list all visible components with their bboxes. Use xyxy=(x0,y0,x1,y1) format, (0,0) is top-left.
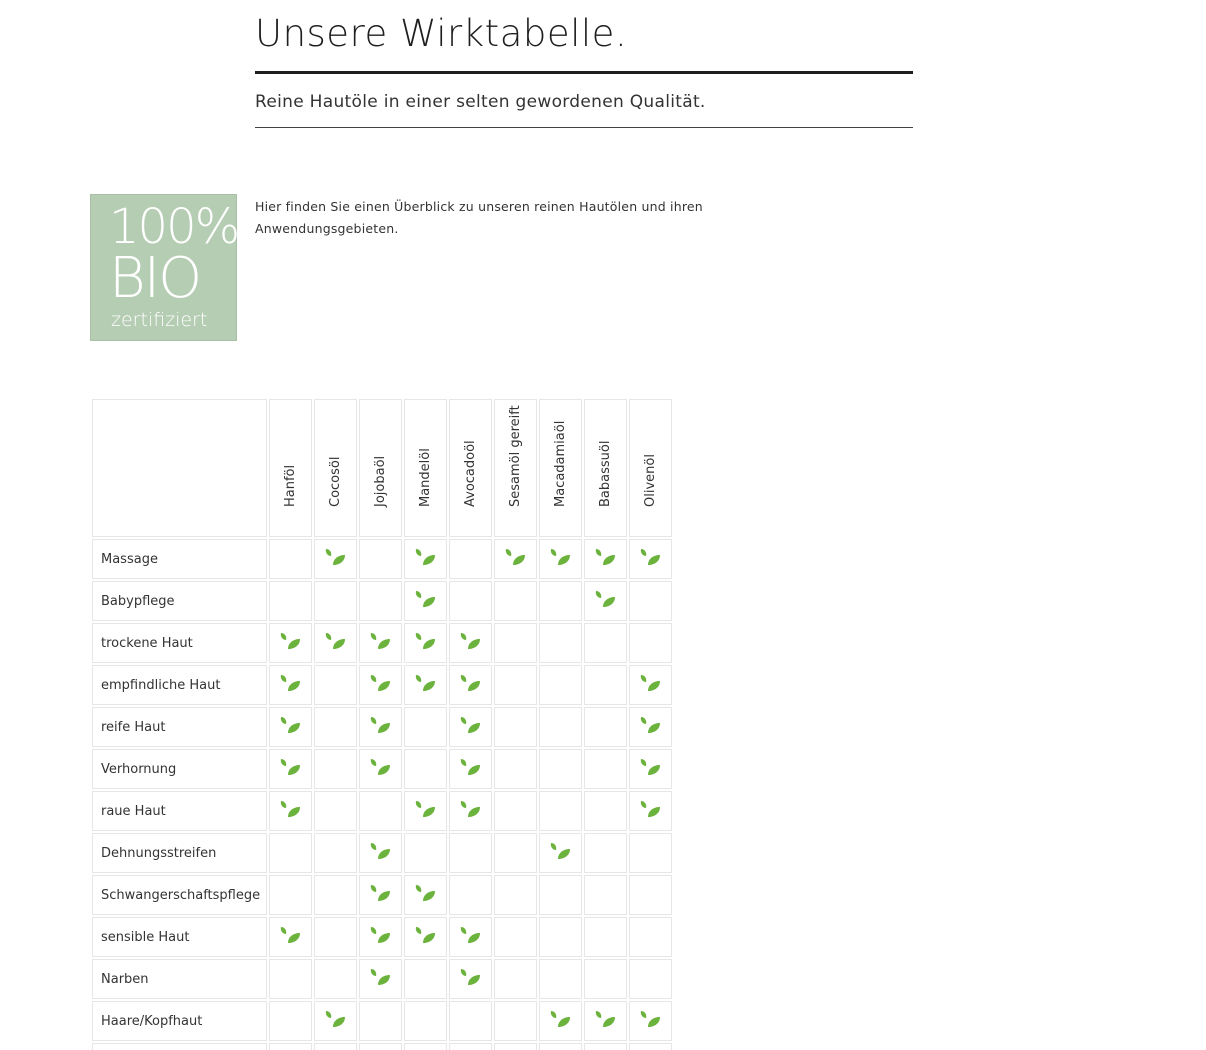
table-cell xyxy=(269,1001,312,1041)
row-label: Schwangerschaftspflege xyxy=(92,875,267,915)
leaf-check-icon xyxy=(638,1008,664,1030)
table-cell xyxy=(314,833,357,873)
table-cell xyxy=(359,833,402,873)
table-cell xyxy=(269,833,312,873)
leaf-check-icon xyxy=(593,588,619,610)
leaf-check-icon xyxy=(278,630,304,652)
row-label: Babypflege xyxy=(92,581,267,621)
table-cell xyxy=(404,833,447,873)
table-row xyxy=(92,833,672,873)
table-cell xyxy=(494,833,537,873)
leaf-check-icon xyxy=(638,756,664,778)
title-divider xyxy=(255,71,913,74)
table-cell xyxy=(449,959,492,999)
leaf-check-icon xyxy=(638,798,664,820)
table-cell xyxy=(404,707,447,747)
table-row xyxy=(92,707,672,747)
table-cell xyxy=(449,833,492,873)
table-cell xyxy=(494,665,537,705)
table-cell xyxy=(404,959,447,999)
table-row xyxy=(92,917,672,957)
table-cell xyxy=(449,1043,492,1050)
leaf-check-icon xyxy=(323,546,349,568)
table-cell xyxy=(539,707,582,747)
table-cell xyxy=(539,581,582,621)
table-cell xyxy=(314,539,357,579)
table-cell xyxy=(584,1043,627,1050)
table-cell xyxy=(584,1001,627,1041)
table-row xyxy=(92,539,672,579)
leaf-check-icon xyxy=(413,546,439,568)
leaf-check-icon xyxy=(278,798,304,820)
table-cell xyxy=(314,917,357,957)
table-cell xyxy=(449,623,492,663)
row-label: empfindliche Haut xyxy=(92,665,267,705)
table-cell xyxy=(269,875,312,915)
table-cell xyxy=(539,959,582,999)
page-title: Unsere Wirktabelle. xyxy=(255,12,628,55)
leaf-check-icon xyxy=(638,546,664,568)
table-cell xyxy=(629,539,672,579)
leaf-check-icon xyxy=(413,882,439,904)
leaf-check-icon xyxy=(278,756,304,778)
table-cell xyxy=(269,539,312,579)
table-cell xyxy=(584,875,627,915)
table-cell xyxy=(314,581,357,621)
oil-header-cell xyxy=(449,399,492,537)
table-cell xyxy=(269,791,312,831)
table-cell xyxy=(494,749,537,789)
table-cell xyxy=(449,791,492,831)
table-cell xyxy=(449,1001,492,1041)
table-cell xyxy=(314,623,357,663)
badge-certified-text: zertifiziert xyxy=(111,309,208,331)
table-cell xyxy=(449,707,492,747)
leaf-check-icon xyxy=(638,672,664,694)
table-cell xyxy=(404,665,447,705)
table-cell xyxy=(629,749,672,789)
table-cell xyxy=(494,581,537,621)
table-cell xyxy=(449,581,492,621)
leaf-check-icon xyxy=(458,630,484,652)
leaf-check-icon xyxy=(413,798,439,820)
table-header-row xyxy=(92,399,672,537)
table-cell xyxy=(359,791,402,831)
table-cell xyxy=(584,791,627,831)
table-cell xyxy=(314,875,357,915)
leaf-check-icon xyxy=(368,630,394,652)
table-cell xyxy=(584,707,627,747)
oil-header-label: Hanföl xyxy=(282,464,298,507)
bio-certified-badge xyxy=(90,194,237,341)
leaf-check-icon xyxy=(368,714,394,736)
oil-header-cell xyxy=(359,399,402,537)
row-label xyxy=(92,1043,267,1050)
table-row xyxy=(92,791,672,831)
leaf-check-icon xyxy=(458,966,484,988)
table-cell xyxy=(269,749,312,789)
table-cell xyxy=(269,959,312,999)
table-cell xyxy=(494,707,537,747)
oil-header-cell xyxy=(629,399,672,537)
table-cell xyxy=(539,665,582,705)
subtitle-divider xyxy=(255,127,913,128)
table-cell xyxy=(629,1001,672,1041)
leaf-check-icon xyxy=(413,630,439,652)
table-cell xyxy=(314,1001,357,1041)
table-row xyxy=(92,1043,672,1050)
leaf-check-icon xyxy=(458,672,484,694)
leaf-check-icon xyxy=(503,546,529,568)
oil-header-label: Jojobaöl xyxy=(372,455,388,507)
leaf-check-icon xyxy=(368,966,394,988)
oil-header-cell xyxy=(269,399,312,537)
table-cell xyxy=(404,581,447,621)
table-cell xyxy=(359,539,402,579)
row-label: Verhornung xyxy=(92,749,267,789)
table-cell xyxy=(539,1001,582,1041)
badge-bio-text: BIO xyxy=(109,246,201,311)
table-cell xyxy=(314,959,357,999)
leaf-check-icon xyxy=(278,924,304,946)
table-cell xyxy=(629,917,672,957)
table-cell xyxy=(404,1001,447,1041)
table-cell xyxy=(314,1043,357,1050)
leaf-check-icon xyxy=(593,1008,619,1030)
table-row xyxy=(92,875,672,915)
table-cell xyxy=(629,707,672,747)
table-body xyxy=(92,539,672,1050)
table-cell xyxy=(584,833,627,873)
table-row xyxy=(92,749,672,789)
table-cell xyxy=(494,917,537,957)
leaf-check-icon xyxy=(278,714,304,736)
row-label: Haare/Kopfhaut xyxy=(92,1001,267,1041)
leaf-check-icon xyxy=(458,714,484,736)
table-cell xyxy=(584,539,627,579)
oil-header-cell xyxy=(494,399,537,537)
oil-header-cell xyxy=(584,399,627,537)
table-cell xyxy=(629,623,672,663)
table-cell xyxy=(269,917,312,957)
table-cell xyxy=(314,665,357,705)
table-cell xyxy=(269,1043,312,1050)
row-label: reife Haut xyxy=(92,707,267,747)
leaf-check-icon xyxy=(413,672,439,694)
leaf-check-icon xyxy=(548,546,574,568)
table-cell xyxy=(404,917,447,957)
leaf-check-icon xyxy=(323,1008,349,1030)
table-row xyxy=(92,959,672,999)
table-cell xyxy=(539,791,582,831)
row-label: raue Haut xyxy=(92,791,267,831)
row-label: Narben xyxy=(92,959,267,999)
oil-header-cell xyxy=(539,399,582,537)
table-cell xyxy=(584,665,627,705)
leaf-check-icon xyxy=(458,756,484,778)
table-cell xyxy=(494,623,537,663)
table-cell xyxy=(629,665,672,705)
leaf-check-icon xyxy=(413,588,439,610)
oil-header-label: Avocadoöl xyxy=(462,440,478,507)
leaf-check-icon xyxy=(368,924,394,946)
table-cell xyxy=(539,917,582,957)
table-cell xyxy=(359,665,402,705)
table-cell xyxy=(629,791,672,831)
table-cell xyxy=(584,749,627,789)
table-cell xyxy=(404,875,447,915)
table-cell xyxy=(539,1043,582,1050)
table-cell xyxy=(359,959,402,999)
table-cell xyxy=(539,875,582,915)
row-label: Dehnungsstreifen xyxy=(92,833,267,873)
table-cell xyxy=(629,1043,672,1050)
table-cell xyxy=(584,581,627,621)
table-cell xyxy=(539,749,582,789)
oil-header-label: Babassuöl xyxy=(597,440,613,507)
leaf-check-icon xyxy=(638,714,664,736)
leaf-check-icon xyxy=(368,882,394,904)
table-cell xyxy=(359,581,402,621)
table-cell xyxy=(359,1043,402,1050)
table-cell xyxy=(314,791,357,831)
table-cell xyxy=(449,875,492,915)
table-cell xyxy=(269,623,312,663)
table-cell xyxy=(404,623,447,663)
table-cell xyxy=(314,707,357,747)
table-cell xyxy=(449,749,492,789)
intro-text: Hier finden Sie einen Überblick zu unseren reinen Hautölen und ihren Anwendungsgebieten. xyxy=(255,199,703,236)
table-cell xyxy=(539,623,582,663)
leaf-check-icon xyxy=(368,672,394,694)
table-cell xyxy=(269,581,312,621)
table-cell xyxy=(629,833,672,873)
table-cell xyxy=(494,1043,537,1050)
table-cell xyxy=(494,1001,537,1041)
table-cell xyxy=(494,791,537,831)
table-cell xyxy=(359,749,402,789)
leaf-check-icon xyxy=(593,546,619,568)
oil-header-cell xyxy=(314,399,357,537)
leaf-check-icon xyxy=(548,840,574,862)
leaf-check-icon xyxy=(368,756,394,778)
table-corner-cell xyxy=(92,399,267,537)
table-cell xyxy=(359,917,402,957)
oil-header-label: Mandelöl xyxy=(417,448,433,507)
page-subtitle: Reine Hautöle in einer selten gewordenen Qualität. xyxy=(255,92,706,112)
leaf-check-icon xyxy=(323,630,349,652)
leaf-check-icon xyxy=(458,924,484,946)
leaf-check-icon xyxy=(458,798,484,820)
table-cell xyxy=(314,749,357,789)
table-cell xyxy=(404,749,447,789)
oil-header-cell xyxy=(404,399,447,537)
table-cell xyxy=(449,665,492,705)
row-label: sensible Haut xyxy=(92,917,267,957)
table-cell xyxy=(449,917,492,957)
leaf-check-icon xyxy=(368,840,394,862)
table-row xyxy=(92,1001,672,1041)
table-cell xyxy=(359,1001,402,1041)
table-cell xyxy=(494,959,537,999)
row-label: trockene Haut xyxy=(92,623,267,663)
table-row xyxy=(92,665,672,705)
table-cell xyxy=(269,707,312,747)
leaf-check-icon xyxy=(278,672,304,694)
effect-table xyxy=(90,397,674,1050)
row-label: Massage xyxy=(92,539,267,579)
table-cell xyxy=(449,539,492,579)
table-cell xyxy=(494,539,537,579)
oil-header-label: Cocosöl xyxy=(327,456,343,507)
oil-header-label: Olivenöl xyxy=(642,454,658,507)
table-cell xyxy=(404,539,447,579)
table-cell xyxy=(629,581,672,621)
table-cell xyxy=(494,875,537,915)
table-row xyxy=(92,623,672,663)
table-cell xyxy=(539,539,582,579)
table-cell xyxy=(359,623,402,663)
table-cell xyxy=(269,665,312,705)
table-cell xyxy=(584,623,627,663)
table-row xyxy=(92,581,672,621)
table-cell xyxy=(404,791,447,831)
badge-percent-text: 100% xyxy=(109,199,239,255)
table-cell xyxy=(584,917,627,957)
table-cell xyxy=(629,959,672,999)
oil-header-label: Sesamöl gereift xyxy=(507,405,523,507)
table-cell xyxy=(359,707,402,747)
leaf-check-icon xyxy=(413,924,439,946)
table-cell xyxy=(404,1043,447,1050)
table-cell xyxy=(629,875,672,915)
leaf-check-icon xyxy=(548,1008,574,1030)
table-cell xyxy=(584,959,627,999)
oil-header-label: Macadamiaöl xyxy=(552,420,568,507)
table-cell xyxy=(359,875,402,915)
table-cell xyxy=(539,833,582,873)
